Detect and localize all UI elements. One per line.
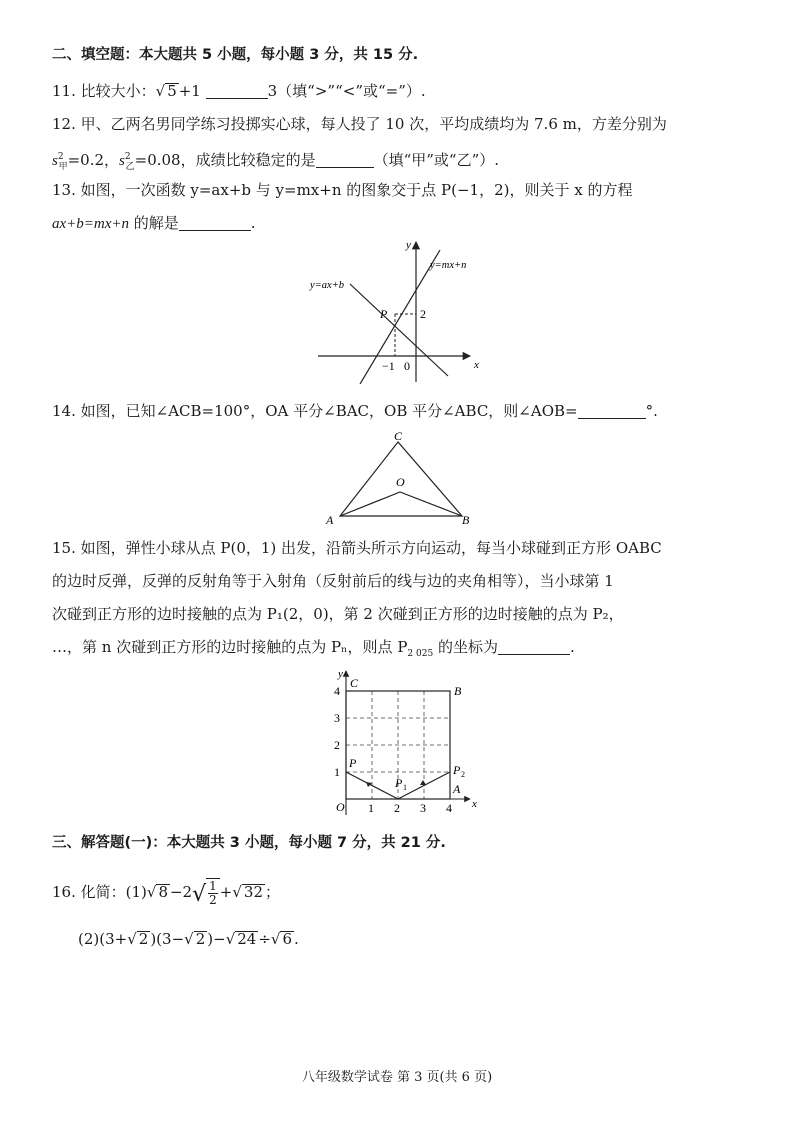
page-footer: 八年级数学试卷 第 3 页(共 6 页) <box>301 1070 493 1085</box>
equation: ax+b=mx+n <box>52 216 130 232</box>
q14-triangle-figure <box>320 428 480 528</box>
answer-blank[interactable] <box>498 638 570 655</box>
svg-text:2: 2 <box>420 307 426 321</box>
svg-text:A: A <box>453 782 461 796</box>
svg-text:−1: −1 <box>382 359 395 373</box>
answer-blank[interactable] <box>316 151 374 168</box>
question-15-line-3: 次碰到正方形的边时接触的点为 P₁(2，0)，第 2 次碰到正方形的边时接触的点为 P₂， <box>52 605 624 623</box>
y-tick-label: 4 <box>334 684 340 698</box>
answer-blank[interactable] <box>179 214 251 231</box>
svg-text:0: 0 <box>404 359 410 373</box>
svg-text:y: y <box>406 239 411 251</box>
section-2-heading: 二、填空题：本大题共 5 小题，每小题 3 分，共 15 分. <box>52 47 419 63</box>
q11-prefix: 11. 比较大小： <box>52 82 156 100</box>
svg-text:x: x <box>472 798 477 810</box>
line-mx-plus-n <box>360 250 440 384</box>
q15-square-grid-figure <box>322 665 482 825</box>
question-15-line-1: 15. 如图，弹性小球从点 P(0，1) 出发，沿箭头所示方向运动，每当小球碰到正方形 OABC <box>52 539 662 557</box>
y-tick-label: 2 <box>334 738 340 752</box>
q11-radicand: 5 <box>167 82 177 100</box>
x-tick-label: 4 <box>446 801 452 815</box>
y-tick-label: 1 <box>334 765 340 779</box>
point-p2: P <box>453 763 461 777</box>
section-3-heading: 三、解答题(一)：本大题共 3 小题，每小题 7 分，共 21 分. <box>52 835 446 851</box>
question-13-line-1: 13. 如图，一次函数 y=ax+b 与 y=mx+n 的图象交于点 P(−1，2)，则关于 x 的方程 <box>52 181 633 199</box>
point-p-label: P <box>380 307 388 321</box>
label-line-ax-plus-b: y=ax+b <box>310 280 344 291</box>
jia-subscript: 甲 <box>58 162 68 172</box>
point-p1: P <box>395 776 403 790</box>
x-tick-label: 3 <box>420 801 426 815</box>
question-14: 14. 如图，已知∠ACB=100°，OA 平分∠BAC，OB 平分∠ABC，则∠AOB= °. <box>52 402 658 420</box>
line-ax-plus-b <box>350 284 448 376</box>
svg-text:C: C <box>394 429 403 443</box>
svg-text:O: O <box>336 800 345 814</box>
question-16-part-2: (2)(3+√ 2 )(3−√ 2 )−√ 24 ÷√ 6 . <box>78 930 299 948</box>
svg-text:x: x <box>474 359 479 371</box>
question-15-line-4: …，第 n 次碰到正方形的边时接触的点为 Pₙ，则点 $P_{2 025}$ 的坐标为 . <box>52 638 575 659</box>
q13-text: 的解是 <box>129 214 179 232</box>
svg-text:y: y <box>338 668 343 680</box>
question-13-line-2: ax+b=mx+n 的解是 . <box>52 214 256 232</box>
svg-text:O: O <box>396 475 405 489</box>
q11-tail: 3（填“>”“<”或“=”）. <box>267 82 426 100</box>
q13-graph <box>300 234 500 384</box>
x-tick-label: 2 <box>394 801 400 815</box>
q12-tail: （填“甲”或“乙”）. <box>373 151 500 169</box>
svg-text:B: B <box>462 513 470 527</box>
q11-plus-one: +1 <box>178 82 201 100</box>
question-12-line-2: $s^2_甲=0.2$，$s^2_乙=0.08$，成绩比较稳定的是 （填“甲”或“乙”）. <box>52 151 500 172</box>
svg-text:C: C <box>350 676 359 690</box>
label-line-mx-plus-n: y=mx+n <box>430 260 467 271</box>
variance-value-jia: =0.2， <box>67 151 120 169</box>
question-16-part-1: 16. 化简：(1)√ 8 −2√ $\frac{1}{2}$ +√ 32 ； <box>52 878 281 907</box>
question-11 <box>52 80 426 102</box>
svg-text:A: A <box>326 513 334 527</box>
question-15-line-2: 的边时反弹，反弹的反射角等于入射角（反射前后的线与边的夹角相等），当小球第 1 <box>52 572 614 590</box>
x-tick-label: 1 <box>368 801 374 815</box>
fraction-one-half: $\frac{1}{2}$ <box>209 878 217 907</box>
y-tick-label: 3 <box>334 711 340 725</box>
svg-text:B: B <box>454 684 462 698</box>
point-p: P <box>349 756 357 770</box>
variance-symbol-yi: s <box>119 153 125 169</box>
sqrt-sign: √ <box>155 82 166 100</box>
svg-text:1: 1 <box>403 783 407 792</box>
svg-text:2: 2 <box>461 770 465 779</box>
answer-blank[interactable] <box>578 402 646 419</box>
question-12-line-1: 12. 甲、乙两名男同学练习投掷实心球，每人投了 10 次，平均成绩均为 7.6 m，方差分别为 <box>52 115 667 133</box>
yi-subscript: 乙 <box>125 162 135 172</box>
path-arrow-2 <box>420 780 426 785</box>
variance-symbol-jia: s <box>52 153 58 169</box>
variance-value-yi: =0.08，成绩比较稳定的是 <box>134 151 316 169</box>
answer-blank[interactable] <box>206 82 268 99</box>
